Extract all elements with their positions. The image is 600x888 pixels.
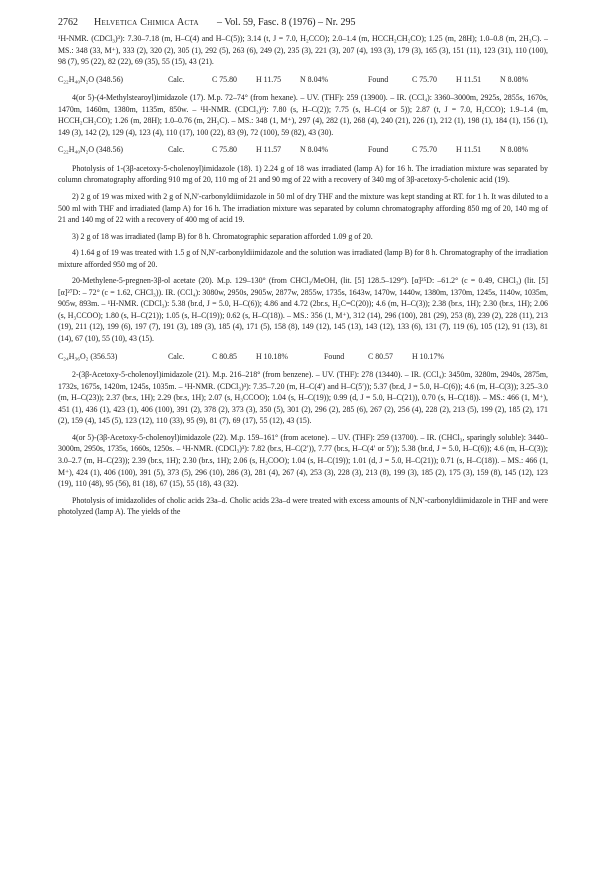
body-text [58,33,548,518]
elemental-analysis [58,351,548,363]
analysis-fc: C 75.70 [412,145,437,155]
analysis-fn: N 8.08% [500,74,529,84]
paragraph: 4(or 5)-(3β-Acetoxy-5-cholenoyl)imidazole (22). M.p. 159–161° (from acetone). – UV. (THF): 259 (13700). – IR. (CHCl₃, sparingly soluble): 3440–3000m, 2950s, 1735s, 1660s, 1250s. – ¹H-NMR. (CDCl₃)³): 7.82 (br.s, H–C(2′)), 7.77 (br.s, H–C(4′ or 5′)); 5.38 (br.d, J = 5.0, H–C(6)); 4.6 (m, H–C(3)); 3.0–2.7 (m, H–C(23)); 2.39 (br.s, 1H); 2.30 (br.s, 1H); 2.06 (s, H₃COO); 1.04 (s, H–C(19)); 1.01 (d, J = 5.0, H–C(21)); 0.71 (s, H–C(18)). – MS.: 466 (1, M⁺), 424 (1), 406 (100), 391 (5), 373 (5), 296 (10), 286 (3), 281 (4), 267 (4), 253 (3), 228 (3), 213 (8), 199 (3), 185 (2), 175 (3), 159 (8), 145 (12), 123 (19), 110 (48), 95 (56), 81 (18), 67 (15), 55 (18), 43 (32). [58,432,548,489]
running-header [58,17,548,31]
paragraph: ¹H-NMR. (CDCl₃)³): 7.30–7.18 (m, H–C(4) and H–C(5)); 3.14 (t, J = 7.0, H₂CCO); 2.0–1.4 (m, HCCH₂CH₂CO); 1.25 (m, 28H); 1.0–0.8 (m, 2H₃C). – MS.: 348 (33, M⁺), 333 (2), 320 (2), 305 (1), 292 (5), 263 (6), 249 (2), 235 (3), 221 (3), 207 (4), 193 (3), 179 (3), 165 (3), 151 (11), 123 (31), 110 (100), 98 (7), 95 (22), 82 (22), 69 (35), 55 (15), 43 (21). [58,34,548,67]
analysis-found: Found [368,74,389,84]
analysis-calc: Calc. [168,351,185,361]
analysis-c: C 75.80 [212,145,237,155]
paragraph: Photolysis of 1-(3β-acetoxy-5-cholenoyl)imidazole (18). 1) 2.24 g of 18 was irradiated (lamp A) for 16 h. The irradiation mixture was separated by column chromatography affording 910 mg of 20, 110 mg of 21 and 90 mg of 22 with a recovery of 340 mg of 3β-acetoxy-5-cholenic acid (19). [58,163,548,185]
paragraph: 2) 2 g of 19 was mixed with 2 g of N,N′-carbonyldiimidazole in 50 ml of dry THF and the mixture was kept standing at RT. for 1 h. It was diluted to a 500 ml with THF and irradiated (lamp A) for 16 h. The irradiation mixture was separated by column chromatography affording 850 mg of 20, 140 mg of 21 and 140 mg of 22 with a recovery of 400 mg of acid 19. [58,192,548,225]
issue-info: – Vol. 59, Fasc. 8 (1976) – Nr. 295 [217,17,356,28]
paragraph: 20-Methylene-5-pregnen-3β-ol acetate (20). M.p. 129–130° (from CHCl₃/MeOH, (lit. [5] 128.5–129°). [α]²⁵D: –61.2° (c = 0.49, CHCl₃) (lit. [5] [α]²⁷D: – 72° (c = 1.62, CHCl₃)). IR. (CCl₄): 3080w, 2950s, 2905w, 2877w, 2855w, 1735s, 1643w, 1470w, 1440w, 1380m, 1370m, 1245s, 1140w, 1035m, 905w, 893m. – ¹H-NMR. (CDCl₃): 5.38 (br.d, J = 5.0, H–C(6)); 4.86 and 4.72 (2br.s, H₂C=C(20)); 4.6 (m, H–C(3)); 2.38 (br.s, 1H); 2.30 (br.s, 1H); 2.06 (s, H₃CCOO); 1.80 (s, H–C(21)); 1.05 (s, H–C(19)); 0.62 (s, H–C(18)). – MS.: 356 (1, M⁺), 312 (14), 296 (100), 281 (29), 253 (8), 239 (2), 228 (11), 213 (19), 211 (12), 199 (6), 197 (7), 191 (3), 189 (3), 185 (4), 171 (5), 158 (8), 149 (12), 145 (13), 143 (12), 133 (6), 131 (7), 119 (6), 105 (12), 91 (13), 81 (14), 67 (10), 55 (10), 43 (15). [58,276,548,344]
analysis-name: C₂₂H₄₀N₂O (348.56) [58,145,124,155]
analysis-found: Found [324,351,345,361]
analysis-name: C₂₄H₃₆O₂ (356.53) [58,351,118,361]
analysis-fn: N 8.08% [500,145,529,155]
paragraph: 4) 1.64 g of 19 was treated with 1.5 g of N,N′-carbonyldiimidazole and the solution was irradiated (lamp B) for 8 h. Chromatography of the irradiation mixture afforded 950 mg of 20. [58,248,548,269]
analysis-n: N 8.04% [300,74,329,84]
paragraph: Photolysis of imidazolides of cholic acids 23a–d. Cholic acids 23a–d were treated with excess amounts of N,N′-carbonyldiimidazole in THF and were photolyzed (lamp A). The yields of the [58,495,548,517]
journal-name: Helvetica Chimica Acta [94,17,199,28]
analysis-calc: Calc. [168,74,185,84]
analysis-h: H 10.18% [256,351,288,361]
analysis-fc: C 75.70 [412,74,437,84]
analysis-name: C₂₂H₄₀N₂O (348.56) [58,74,124,84]
analysis-h: H 11.75 [256,74,282,84]
analysis-c: C 75.80 [212,74,237,84]
paragraph: 4(or 5)-(4-Methylstearoyl)imidazole (17). M.p. 72–74° (from hexane). – UV. (THF): 259 (13900). – IR. (CCl₄): 3360–3000m, 2925s, 2855s, 1670s, 1470m, 1460m, 1380m, 1135m, 850w. – ¹H-NMR. (CDCl₃)³): 7.80 (s, H–C(2)); 7.75 (s, H–C(4 or 5)); 2.87 (t, J = 7.0, H₂CCO); 1.9–1.4 (m, HCCH₂CH₂CO); 1.26 (m, 28H); 1.0–0.76 (m, 2H₃C). – MS.: 348 (1, M⁺), 297 (4), 282 (1), 268 (4), 240 (21), 226 (1), 212 (1), 198 (1), 184 (1), 156 (1), 149 (3), 142 (2), 129 (4), 123 (4), 110 (17), 100 (22), 83 (9), 72 (100), 59 (82), 43 (30). [58,93,548,137]
analysis-fc: C 80.57 [368,351,393,361]
analysis-calc: Calc. [168,145,185,155]
elemental-analysis [58,144,548,156]
page-number: 2762 [58,17,78,28]
analysis-fh: H 11.51 [456,145,482,155]
paragraph: 2-(3β-Acetoxy-5-cholenoyl)imidazole (21). M.p. 216–218° (from benzene). – UV. (THF): 278 (13440). – IR. (CCl₄): 3450m, 3280m, 2940s, 2875m, 1732s, 1675s, 1420m, 1245s, 1035m. – ¹H-NMR. (CDCl₃)³): 7.35–7.20 (m, H–C(4′) and H–C(5′)); 5.37 (br.d, J = 5.0, H–C(6)); 4.6 (m, H–C(3)); 3.25–3.0 (m, H–C(23)); 2.37 (br.s, 1H); 2.29 (br.s, 1H); 2.07 (s, H₃CCOO); 1.04 (s, H–C(19)); 0.99 (d, J = 5.0, H–C(21)), 0.70 (s, H–C(18)). – MS.: 466 (1, M⁺), 451 (1), 436 (1), 423 (1), 406 (100), 391 (2), 378 (2), 373 (3), 350 (5), 301 (2), 296 (2), 285 (6), 267 (2), 256 (4), 228 (2), 213 (5), 199 (2), 185 (2), 171 (2), 159 (4), 145 (5), 123 (12), 110 (33), 95 (9), 81 (7), 69 (17), 55 (12), 43 (15). [58,370,548,426]
analysis-fh: H 11.51 [456,74,482,84]
analysis-h: H 11.57 [256,145,282,155]
analysis-fh: H 10.17% [412,351,444,361]
analysis-n: N 8.04% [300,145,329,155]
analysis-found: Found [368,145,389,155]
elemental-analysis [58,74,548,86]
paragraph: 3) 2 g of 18 was irradiated (lamp B) for 8 h. Chromatographic separation afforded 1.09 g of 20. [72,231,373,241]
analysis-c: C 80.85 [212,351,237,361]
